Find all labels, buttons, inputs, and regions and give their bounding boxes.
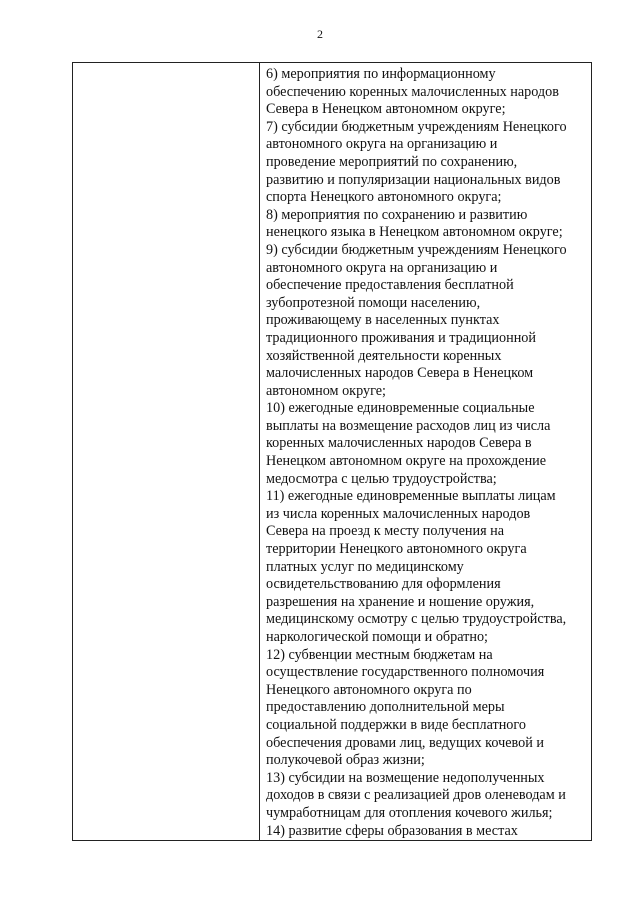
text-line: Севера в Ненецком автономном округе;: [266, 101, 506, 118]
text-line: зубопротезной помощи населению,: [266, 294, 481, 311]
text-line: коренных малочисленных народов Севера в: [266, 435, 532, 452]
text-line: 11) ежегодные единовременные выплаты лицам: [266, 488, 556, 505]
text-line: 10) ежегодные единовременные социальные: [266, 400, 535, 417]
text-line: малочисленных народов Севера в Ненецком: [266, 365, 534, 382]
table-cell-right: [260, 63, 592, 841]
text-line: освидетельствованию для оформления: [266, 576, 501, 593]
text-line: 6) мероприятия по информационному: [266, 66, 496, 82]
table-cell-left: [73, 63, 260, 841]
text-line: 13) субсидии на возмещение недополученных: [266, 769, 545, 786]
page-number: 2: [317, 27, 323, 41]
text-line: традиционного проживания и традиционной: [266, 329, 536, 346]
text-line: территории Ненецкого автономного округа: [266, 541, 527, 558]
text-line: проведение мероприятий по сохранению,: [266, 153, 518, 170]
text-line: из числа коренных малочисленных народов: [266, 505, 531, 522]
text-line: медосмотра с целью трудоустройства;: [266, 470, 497, 487]
text-line: обеспечению коренных малочисленных народов: [266, 83, 559, 100]
text-line: 8) мероприятия по сохранению и развитию: [266, 206, 528, 223]
text-line: автономного округа на организацию и: [266, 136, 498, 153]
text-line: медицинскому осмотру с целью трудоустройства,: [266, 611, 567, 628]
text-line: 12) субвенции местным бюджетам на: [266, 646, 493, 663]
text-line: доходов в связи с реализацией дров оленеводам и: [266, 787, 566, 804]
text-line: платных услуг по медицинскому: [266, 558, 464, 575]
program-table: [72, 62, 592, 841]
text-line: автономном округе;: [266, 382, 386, 399]
text-line: социальной поддержки в виде бесплатного: [266, 716, 526, 733]
text-line: Ненецком автономном округе на прохождение: [266, 453, 547, 470]
text-line: выплаты на возмещение расходов лиц из числа: [266, 417, 551, 434]
text-line: 7) субсидии бюджетным учреждениям Ненецкого: [266, 118, 567, 135]
text-line: обеспечение предоставления бесплатной: [266, 277, 514, 294]
measures-list: [266, 66, 591, 840]
text-line: разрешения на хранение и ношение оружия,: [266, 593, 535, 610]
text-line: развитию и популяризации национальных видов: [266, 171, 561, 188]
text-line: Ненецкого автономного округа по: [266, 681, 472, 698]
text-line: автономного округа на организацию и: [266, 259, 498, 276]
text-line: 9) субсидии бюджетным учреждениям Ненецкого: [266, 241, 567, 258]
text-line: чумработницам для отопления кочевого жилья;: [266, 804, 553, 821]
text-line: ненецкого языка в Ненецком автономном округе;: [266, 224, 563, 241]
text-line: спорта Ненецкого автономного округа;: [266, 189, 502, 206]
text-line: хозяйственной деятельности коренных: [266, 347, 502, 364]
text-line: осуществление государственного полномочия: [266, 664, 545, 681]
text-line: обеспечения дровами лиц, ведущих кочевой и: [266, 734, 544, 751]
text-line: полукочевой образ жизни;: [266, 752, 425, 769]
table-row: [73, 63, 592, 841]
text-line: Севера на проезд к месту получения на: [266, 523, 505, 540]
text-line: предоставлению дополнительной меры: [266, 699, 505, 716]
text-line: проживающему в населенных пунктах: [266, 312, 500, 329]
text-line: 14) развитие сферы образования в местах: [266, 822, 518, 839]
text-line: наркологической помощи и обратно;: [266, 629, 488, 645]
